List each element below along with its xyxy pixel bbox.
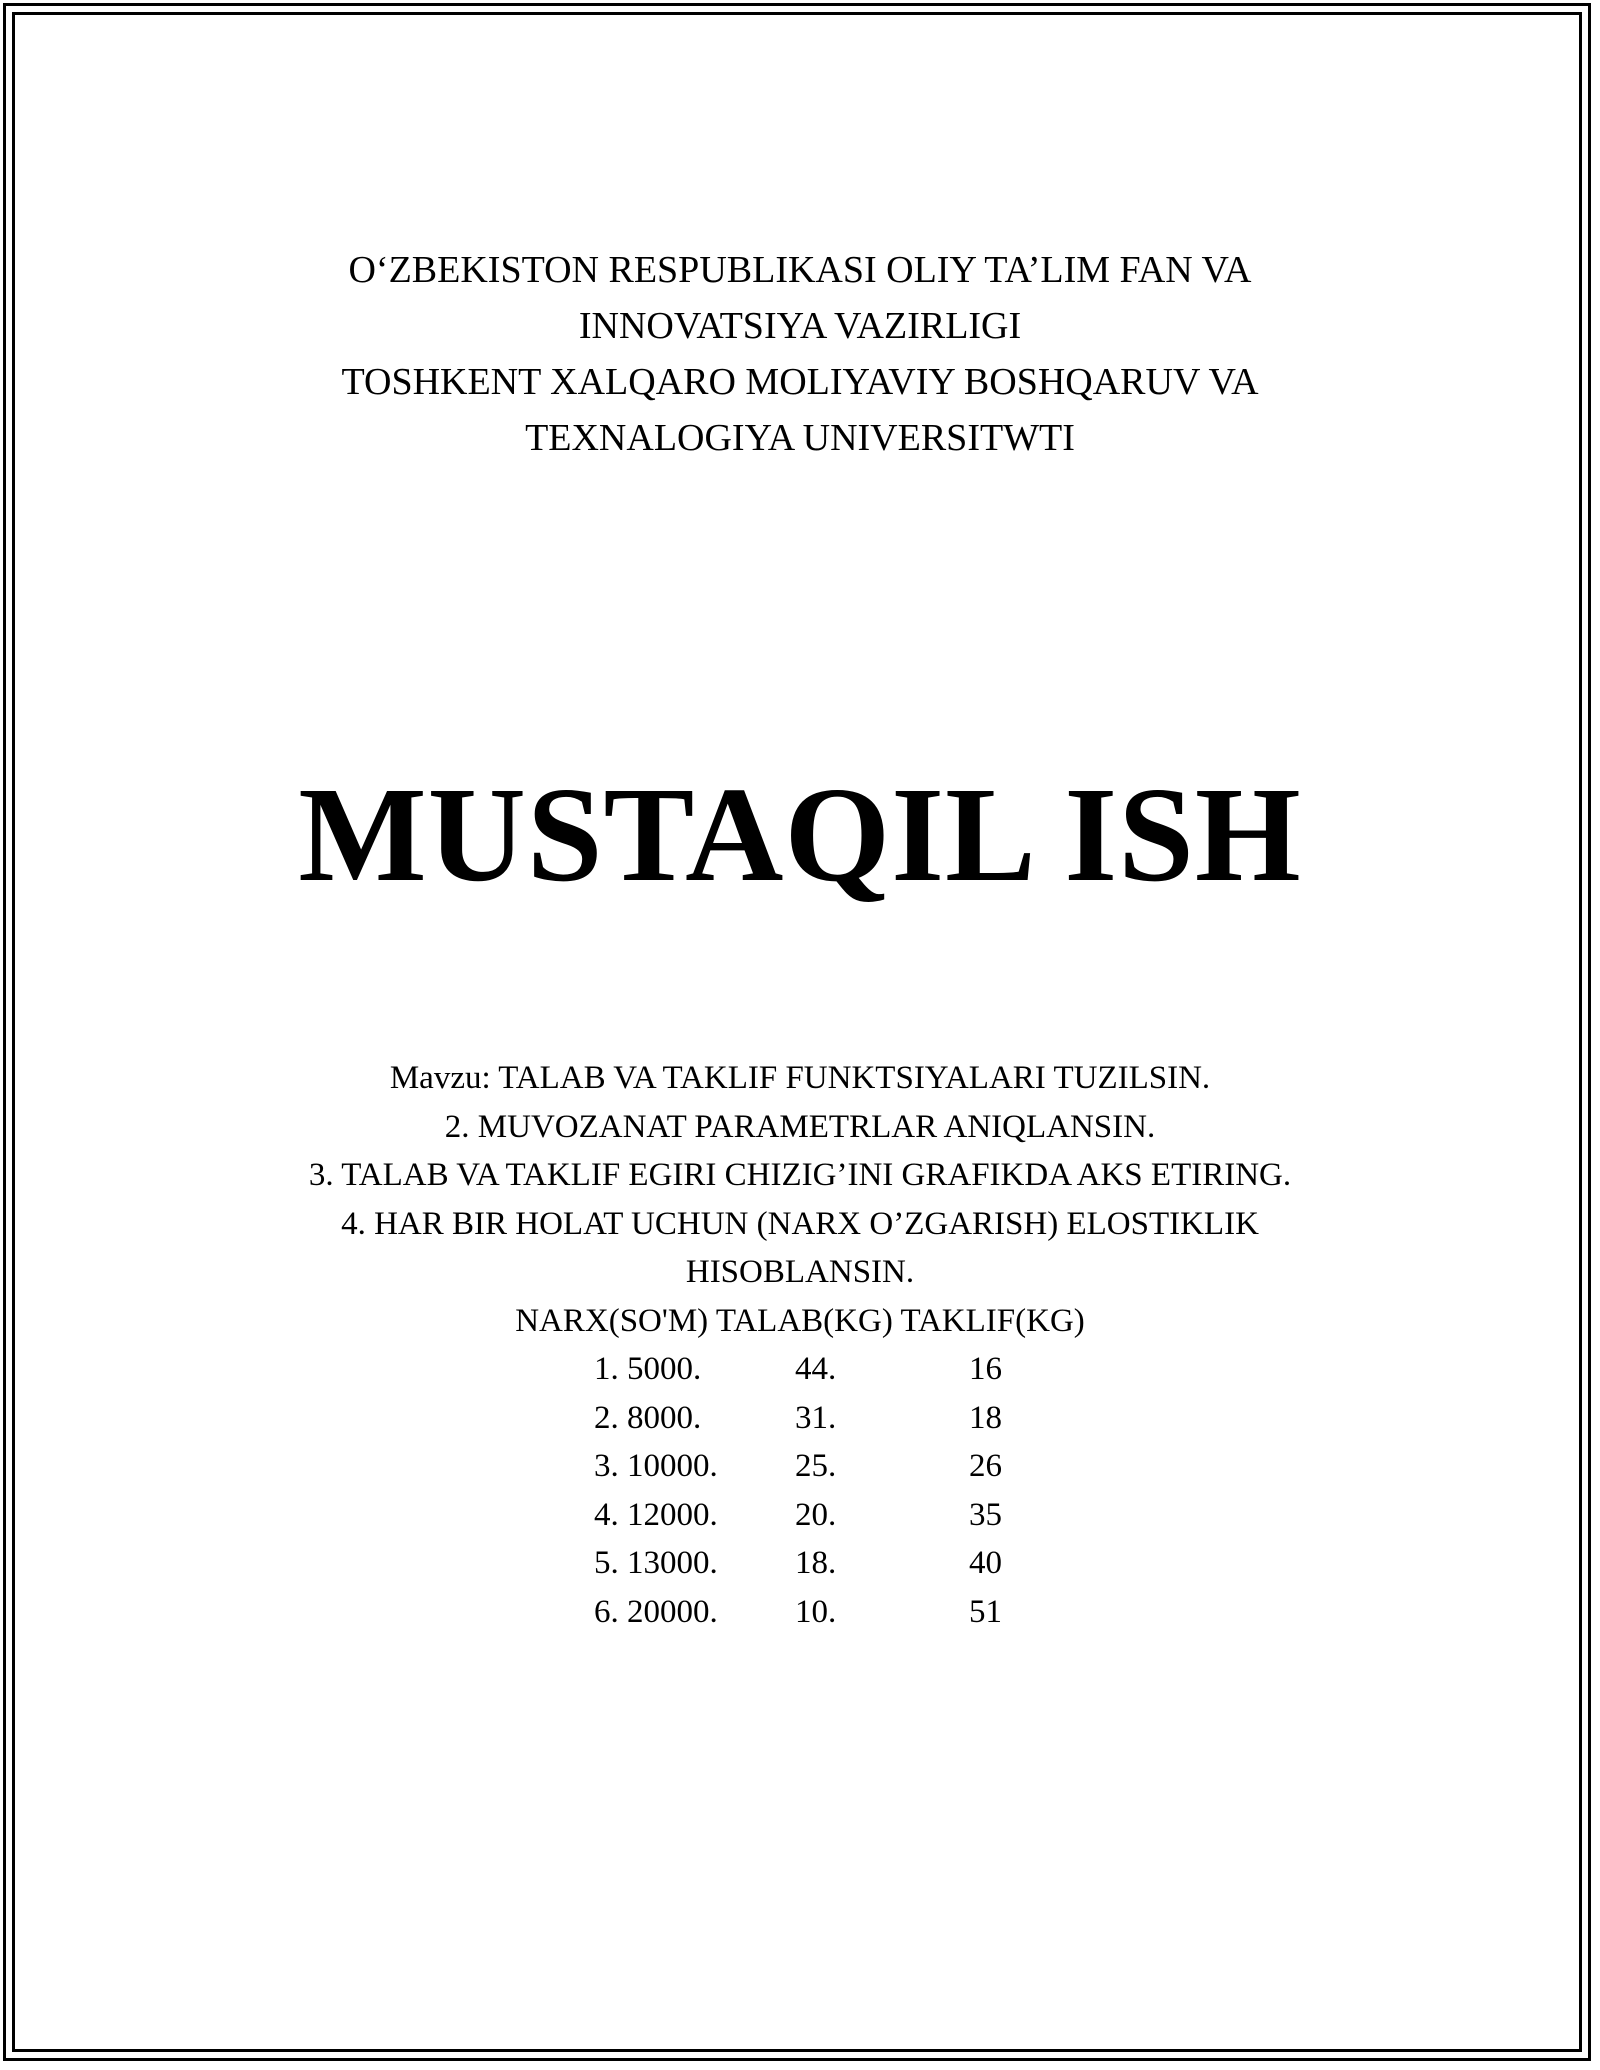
- price-cell: 1. 5000.: [594, 1351, 702, 1387]
- price-cell: 6. 20000.: [594, 1593, 718, 1630]
- demand-cell: 18.: [795, 1545, 837, 1581]
- supply-cell: 26: [969, 1448, 1002, 1484]
- institution-header: [0, 242, 1600, 466]
- table-header: NARX(SO'M) TALAB(KG) TAKLIF(KG): [515, 1302, 1085, 1339]
- topic-line: 2. MUVOZANAT PARAMETRLAR ANIQLANSIN.: [444, 1108, 1156, 1145]
- price-cell: 5. 13000.: [594, 1545, 718, 1581]
- table-row: [0, 1588, 1600, 1637]
- header-line: INNOVATSIYA VAZIRLIGI: [578, 305, 1022, 347]
- supply-cell: 51: [969, 1593, 1002, 1630]
- demand-cell: 31.: [795, 1399, 837, 1436]
- table-row: [0, 1394, 1600, 1443]
- topic-block: [0, 1054, 1600, 1345]
- demand-cell: 25.: [795, 1448, 837, 1484]
- price-table: [0, 1345, 1600, 1636]
- table-row: [0, 1491, 1600, 1540]
- price-cell: 3. 10000.: [594, 1448, 718, 1484]
- supply-cell: 18: [969, 1399, 1002, 1436]
- supply-cell: 35: [969, 1496, 1002, 1533]
- topic-line: HISOBLANSIN.: [685, 1254, 915, 1290]
- price-cell: 2. 8000.: [594, 1399, 702, 1436]
- header-line: TEXNALOGIYA UNIVERSITWTI: [525, 417, 1075, 459]
- table-row: [0, 1345, 1600, 1394]
- price-cell: 4. 12000.: [594, 1496, 718, 1533]
- topic-line: 4. HAR BIR HOLAT UCHUN (NARX O’ZGARISH) ELOSTIKLIK: [341, 1205, 1259, 1242]
- document-title: MUSTAQIL ISH: [298, 760, 1302, 910]
- demand-cell: 10.: [795, 1593, 837, 1630]
- demand-cell: 44.: [795, 1351, 837, 1387]
- supply-cell: 40: [969, 1545, 1002, 1581]
- topic-line: Mavzu: TALAB VA TAKLIF FUNKTSIYALARI TUZILSIN.: [389, 1060, 1211, 1096]
- supply-cell: 16: [969, 1351, 1002, 1387]
- topic-line: 3. TALAB VA TAKLIF EGIRI CHIZIG’INI GRAFIKDA AKS ETIRING.: [308, 1157, 1292, 1193]
- table-row: [0, 1442, 1600, 1491]
- header-line: TOSHKENT XALQARO MOLIYAVIY BOSHQARUV VA: [341, 361, 1259, 403]
- demand-cell: 20.: [795, 1496, 837, 1533]
- header-line: O‘ZBEKISTON RESPUBLIKASI OLIY TA’LIM FAN VA: [348, 249, 1252, 291]
- table-row: [0, 1539, 1600, 1588]
